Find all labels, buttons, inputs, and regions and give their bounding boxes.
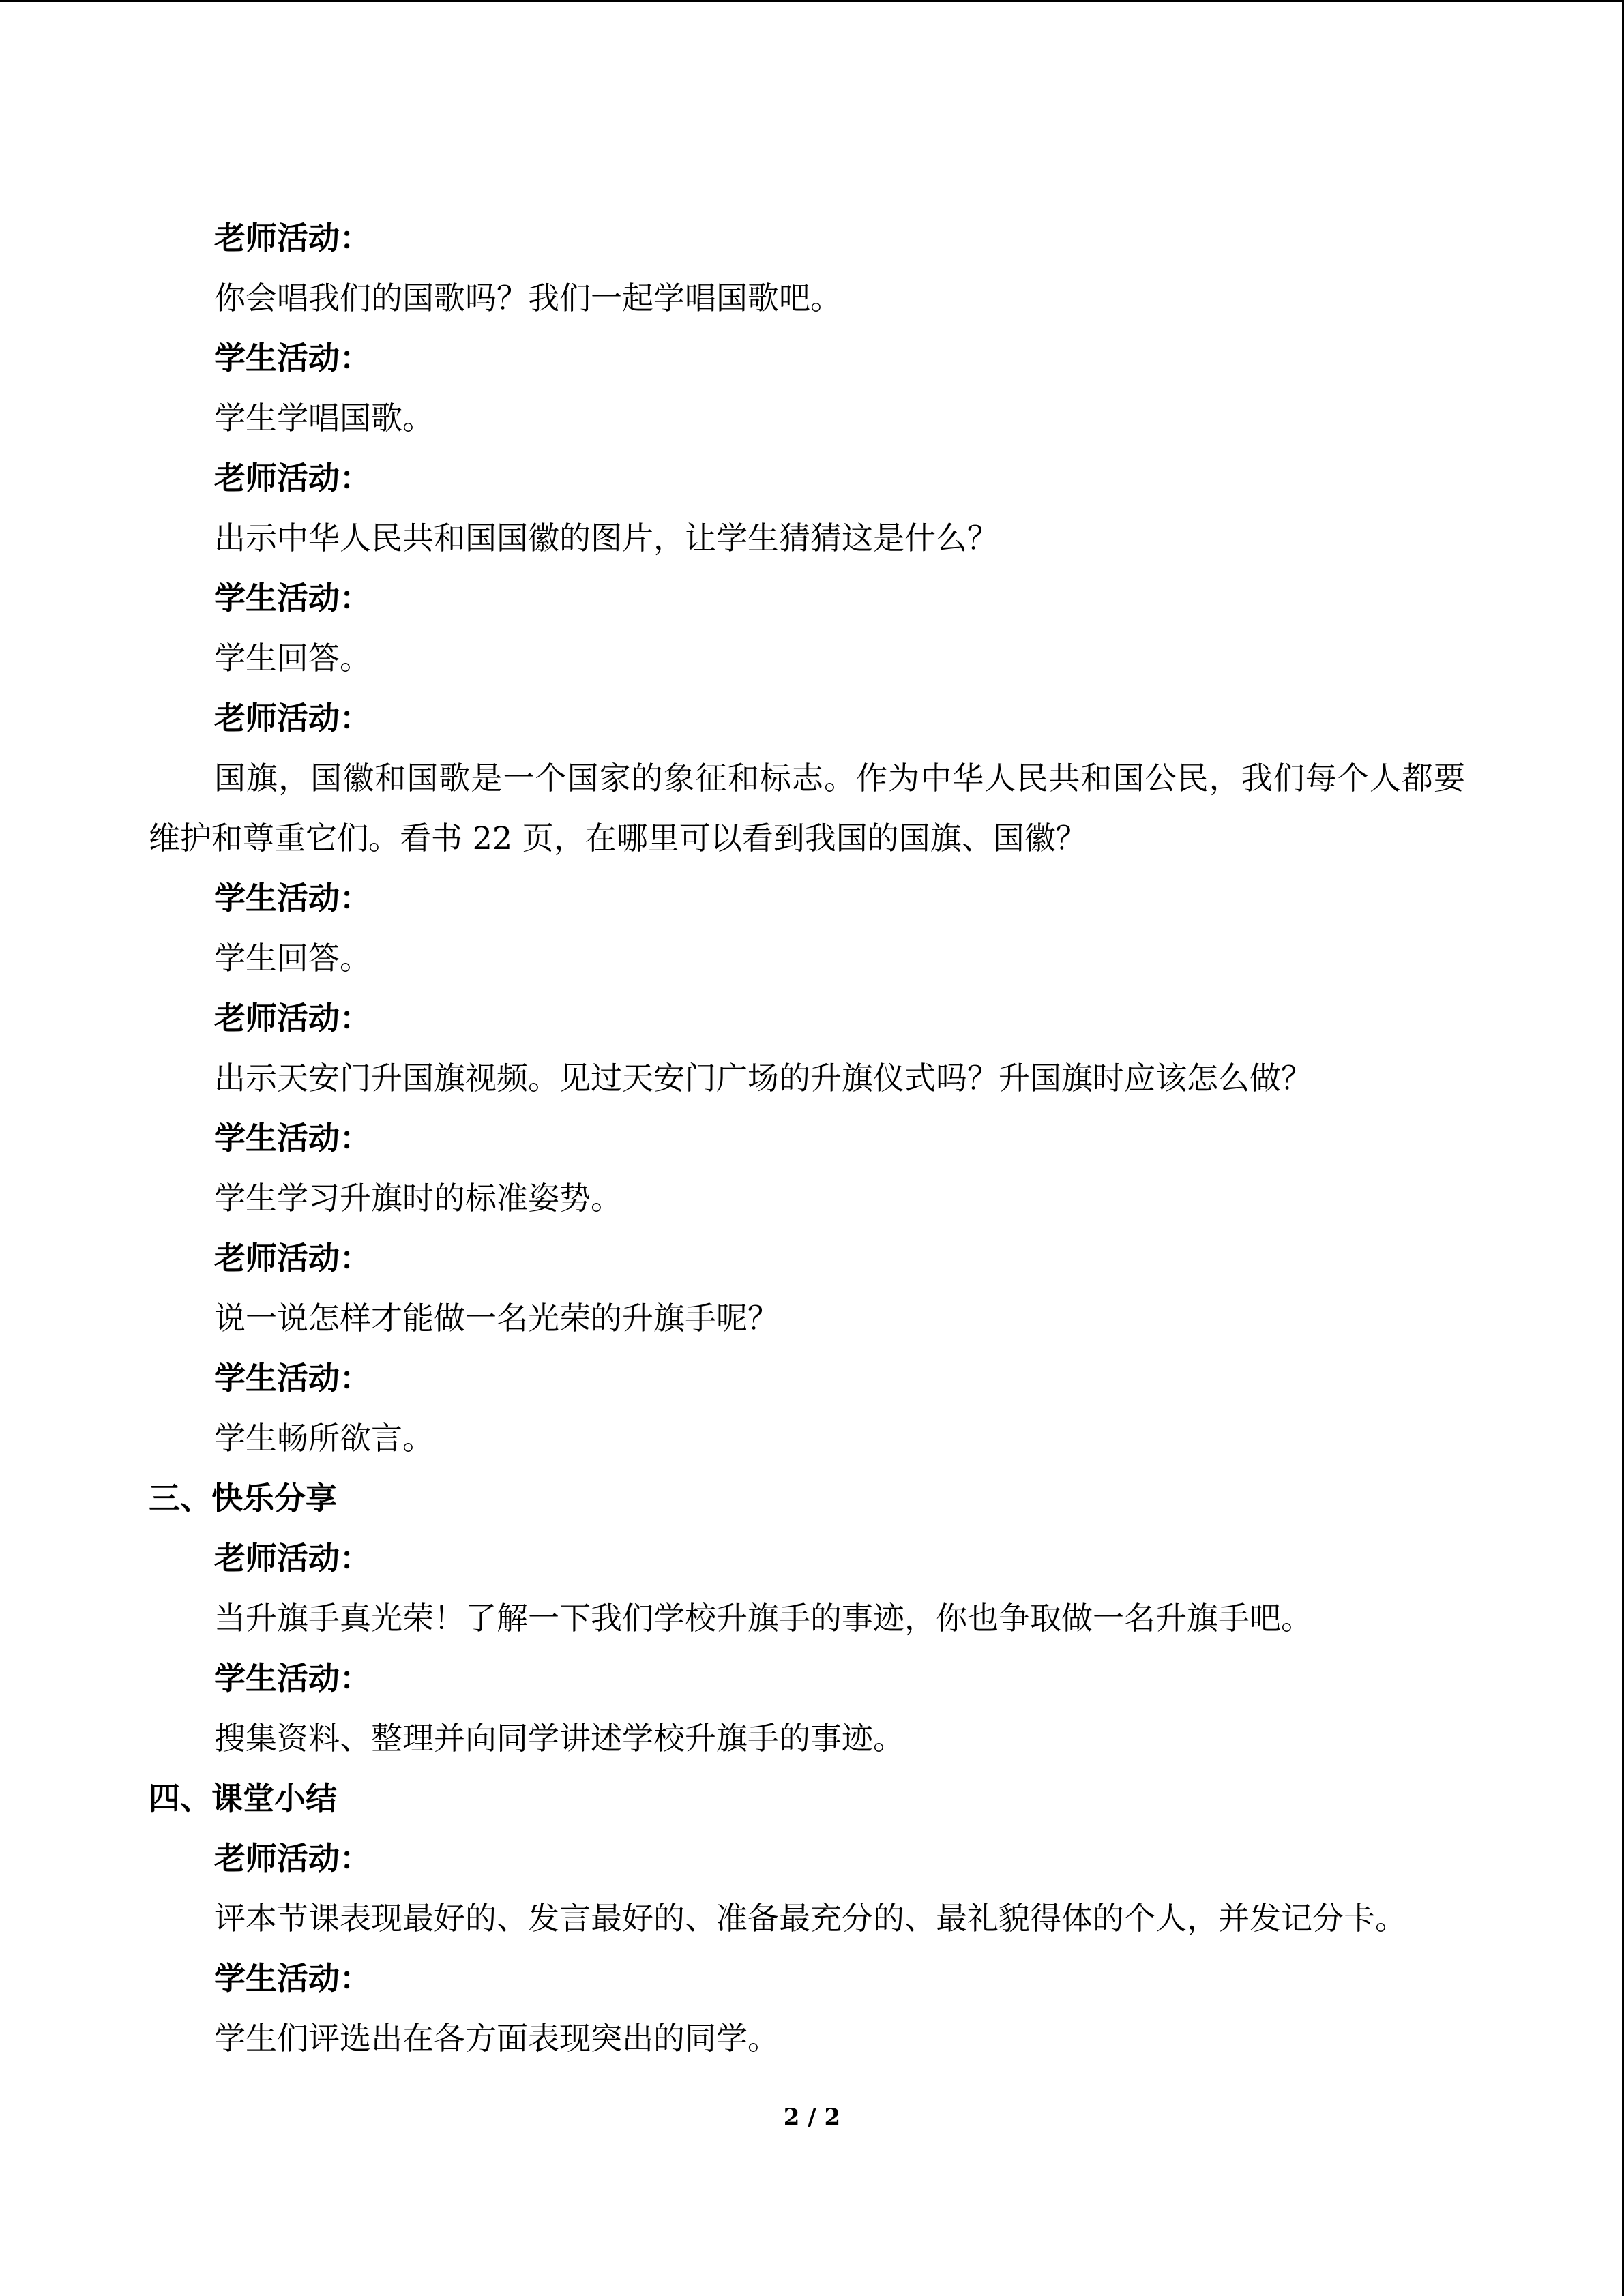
- body-text: 学生回答。: [214, 640, 371, 676]
- body-text: 学生畅所欲言。: [214, 1420, 434, 1457]
- body-text: 说一说怎样才能做一名光荣的升旗手呢？: [214, 1300, 779, 1337]
- role-label: 老师活动：: [214, 1540, 371, 1577]
- role-label: 老师活动：: [214, 1840, 371, 1877]
- role-label: 学生活动：: [214, 880, 371, 916]
- body-text: 搜集资料、整理并向同学讲述学校升旗手的事迹。: [214, 1720, 904, 1757]
- role-label: 老师活动：: [214, 1000, 371, 1037]
- role-label: 老师活动：: [214, 220, 371, 256]
- role-label: 学生活动：: [214, 580, 371, 616]
- role-label: 老师活动：: [214, 700, 371, 736]
- section-heading: 三、快乐分享: [149, 1480, 337, 1517]
- role-label: 学生活动：: [214, 1120, 371, 1157]
- body-text: 学生学习升旗时的标准姿势。: [214, 1180, 622, 1217]
- role-label: 学生活动：: [214, 340, 371, 376]
- role-label: 学生活动：: [214, 1660, 371, 1697]
- body-text: 你会唱我们的国歌吗？我们一起学唱国歌吧。: [214, 280, 842, 316]
- body-text: 出示天安门升国旗视频。见过天安门广场的升旗仪式吗？升国旗时应该怎么做？: [214, 1060, 1312, 1097]
- body-text: 学生们评选出在各方面表现突出的同学。: [214, 2020, 779, 2057]
- role-label: 老师活动：: [214, 460, 371, 496]
- body-text: 学生学唱国歌。: [214, 400, 434, 436]
- page-number: 2 / 2: [783, 2104, 841, 2131]
- body-text: 出示中华人民共和国国徽的图片，让学生猜猜这是什么？: [214, 520, 999, 556]
- body-text: 当升旗手真光荣！了解一下我们学校升旗手的事迹，你也争取做一名升旗手吧。: [214, 1600, 1312, 1637]
- role-label: 学生活动：: [214, 1960, 371, 1997]
- body-text: 学生回答。: [214, 940, 371, 976]
- body-text: 评本节课表现最好的、发言最好的、准备最充分的、最礼貌得体的个人，并发记分卡。: [214, 1900, 1406, 1937]
- section-heading: 四、课堂小结: [149, 1780, 337, 1817]
- body-paragraph: 国旗，国徽和国歌是一个国家的象征和标志。作为中华人民共和国公民，我们每个人都要维护和尊重它们。看书 22 页，在哪里可以看到我国的国旗、国徽？: [149, 760, 1465, 856]
- role-label: 老师活动：: [214, 1240, 371, 1277]
- document-body: [149, 208, 1472, 2068]
- role-label: 学生活动：: [214, 1360, 371, 1397]
